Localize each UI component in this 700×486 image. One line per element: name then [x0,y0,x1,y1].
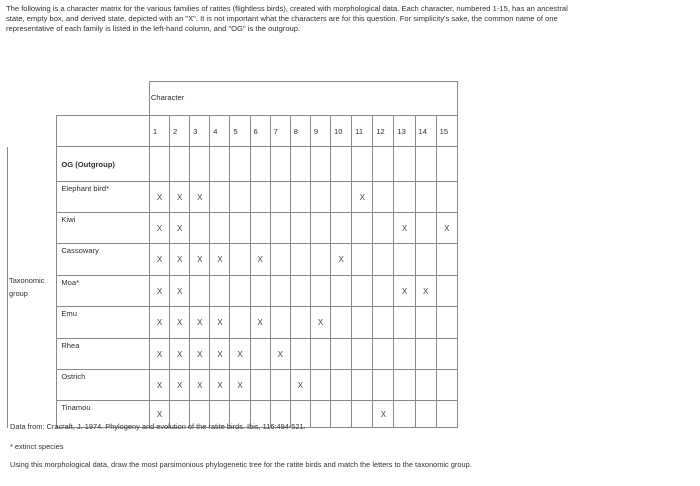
derived-state-mark: X [394,213,415,244]
ancestral-state-cell [415,147,436,182]
character-number: 5 [230,116,250,147]
ancestral-state-cell [394,182,415,213]
character-number: 1 [149,116,169,147]
character-matrix [7,81,458,428]
taxon-name: OG (Outgroup) [57,147,150,182]
ancestral-state-cell [210,182,230,213]
derived-state-mark: X [170,276,190,307]
ancestral-state-cell [190,147,210,182]
taxonomic-group-label: Taxonomic group [8,147,57,428]
derived-state-mark: X [149,401,169,428]
ancestral-state-cell [250,147,270,182]
ancestral-state-cell [290,339,310,370]
ancestral-state-cell [290,182,310,213]
ancestral-state-cell [436,370,457,401]
ancestral-state-cell [331,147,352,182]
ancestral-state-cell [250,213,270,244]
header-row [8,82,458,116]
character-number: 11 [352,116,373,147]
ancestral-state-cell [270,147,290,182]
ancestral-state-cell [394,244,415,276]
derived-state-mark: X [170,307,190,339]
intro-line-1: The following is a character matrix for the various families of ratites (flightless birds), created with morphological data. Each character, numbered 1-15, has an ancestral [6,4,568,13]
ancestral-state-cell [290,276,310,307]
ancestral-state-cell [415,244,436,276]
derived-state-mark: X [149,244,169,276]
ancestral-state-cell [250,182,270,213]
character-header: Character [149,82,457,116]
character-number: 14 [415,116,436,147]
ancestral-state-cell [230,147,250,182]
intro-text [6,4,696,34]
derived-state-mark: X [210,244,230,276]
taxon-name: Cassowary [57,244,150,276]
derived-state-mark: X [149,339,169,370]
table-row [8,182,458,213]
derived-state-mark: X [149,213,169,244]
taxon-name: Moa* [57,276,150,307]
ancestral-state-cell [230,276,250,307]
taxon-name: Emu [57,307,150,339]
character-number: 12 [373,116,394,147]
ancestral-state-cell [436,339,457,370]
derived-state-mark: X [270,339,290,370]
ancestral-state-cell [352,370,373,401]
corner-cell [8,82,57,116]
ancestral-state-cell [250,339,270,370]
ancestral-state-cell [415,307,436,339]
ancestral-state-cell [352,244,373,276]
extinct-note: * extinct species [10,442,64,451]
derived-state-mark: X [210,339,230,370]
table-row [8,276,458,307]
character-number: 7 [270,116,290,147]
character-number: 2 [170,116,190,147]
ancestral-state-cell [373,244,394,276]
ancestral-state-cell [310,244,330,276]
ancestral-state-cell [352,339,373,370]
ancestral-state-cell [394,147,415,182]
derived-state-mark: X [190,339,210,370]
derived-state-mark: X [170,244,190,276]
ancestral-state-cell [310,213,330,244]
ancestral-state-cell [394,339,415,370]
ancestral-state-cell [250,276,270,307]
ancestral-state-cell [436,307,457,339]
ancestral-state-cell [373,147,394,182]
derived-state-mark: X [149,276,169,307]
character-number: 13 [394,116,415,147]
ancestral-state-cell [310,370,330,401]
character-number: 10 [331,116,352,147]
character-number: 15 [436,116,457,147]
ancestral-state-cell [230,307,250,339]
ancestral-state-cell [270,370,290,401]
ancestral-state-cell [373,370,394,401]
derived-state-mark: X [230,339,250,370]
intro-line-2: state, empty box, and derived state, depicted with an "X". It is not important what the characters are for this question. For simplicity's sake, the common name of one [6,14,558,23]
derived-state-mark: X [170,370,190,401]
derived-state-mark: X [310,307,330,339]
derived-state-mark: X [331,244,352,276]
corner-cell [8,116,57,147]
ancestral-state-cell [415,213,436,244]
ancestral-state-cell [352,147,373,182]
corner-cell [57,82,150,116]
question-text: Using this morphological data, draw the most parsimonious phylogenetic tree for the ratite birds and match the letters to the taxonomic group. [10,460,472,469]
taxon-name: Tinamou [57,401,150,428]
taxon-name: Kiwi [57,213,150,244]
ancestral-state-cell [230,213,250,244]
derived-state-mark: X [170,182,190,213]
derived-state-mark: X [170,213,190,244]
ancestral-state-cell [331,307,352,339]
ancestral-state-cell [270,307,290,339]
derived-state-mark: X [352,182,373,213]
taxon-name: Elephant bird* [57,182,150,213]
derived-state-mark: X [170,339,190,370]
derived-state-mark: X [149,370,169,401]
ancestral-state-cell [290,147,310,182]
derived-state-mark: X [436,213,457,244]
derived-state-mark: X [394,276,415,307]
ancestral-state-cell [310,339,330,370]
ancestral-state-cell [270,182,290,213]
derived-state-mark: X [149,182,169,213]
corner-cell [57,116,150,147]
ancestral-state-cell [415,370,436,401]
derived-state-mark: X [290,370,310,401]
ancestral-state-cell [415,182,436,213]
ancestral-state-cell [210,147,230,182]
character-number: 3 [190,116,210,147]
ancestral-state-cell [250,370,270,401]
intro-line-3: representative of each family is listed in the left-hand column, and "OG" is the outgroup. [6,24,301,33]
ancestral-state-cell [373,182,394,213]
ancestral-state-cell [352,307,373,339]
ancestral-state-cell [331,276,352,307]
taxon-name: Rhea [57,339,150,370]
derived-state-mark: X [210,307,230,339]
ancestral-state-cell [210,213,230,244]
data-source: Data from: Cracraft, J. 1974. Phylogeny and evolution of the ratite birds. Ibis, 116:494-521. [10,422,306,431]
ancestral-state-cell [190,213,210,244]
table-row [8,147,458,182]
derived-state-mark: X [210,370,230,401]
ancestral-state-cell [270,276,290,307]
character-number: 8 [290,116,310,147]
character-number: 4 [210,116,230,147]
derived-state-mark: X [190,370,210,401]
derived-state-mark: X [190,182,210,213]
table-row [8,370,458,401]
table-row [8,213,458,244]
derived-state-mark: X [149,307,169,339]
derived-state-mark: X [190,307,210,339]
ancestral-state-cell [290,244,310,276]
ancestral-state-cell [436,182,457,213]
ancestral-state-cell [394,370,415,401]
character-number: 6 [250,116,270,147]
ancestral-state-cell [331,339,352,370]
ancestral-state-cell [436,147,457,182]
ancestral-state-cell [270,213,290,244]
taxon-name: Ostrich [57,370,150,401]
ancestral-state-cell [436,276,457,307]
ancestral-state-cell [415,339,436,370]
ancestral-state-cell [310,276,330,307]
table-row [8,307,458,339]
ancestral-state-cell [331,213,352,244]
ancestral-state-cell [210,276,230,307]
ancestral-state-cell [170,147,190,182]
table-row [8,339,458,370]
character-number: 9 [310,116,330,147]
ancestral-state-cell [373,276,394,307]
ancestral-state-cell [436,244,457,276]
ancestral-state-cell [352,276,373,307]
ancestral-state-cell [352,213,373,244]
derived-state-mark: X [250,307,270,339]
ancestral-state-cell [290,307,310,339]
ancestral-state-cell [149,147,169,182]
ancestral-state-cell [290,213,310,244]
ancestral-state-cell [373,339,394,370]
derived-state-mark: X [190,244,210,276]
ancestral-state-cell [230,244,250,276]
derived-state-mark: X [230,370,250,401]
ancestral-state-cell [230,182,250,213]
ancestral-state-cell [310,182,330,213]
derived-state-mark: X [415,276,436,307]
ancestral-state-cell [373,213,394,244]
ancestral-state-cell [270,244,290,276]
ancestral-state-cell [331,370,352,401]
ancestral-state-cell [190,276,210,307]
ancestral-state-cell [331,182,352,213]
ancestral-state-cell [373,307,394,339]
derived-state-mark: X [373,401,394,428]
derived-state-mark: X [250,244,270,276]
character-number-row [8,116,458,147]
table-row [8,244,458,276]
ancestral-state-cell [394,307,415,339]
ancestral-state-cell [310,147,330,182]
